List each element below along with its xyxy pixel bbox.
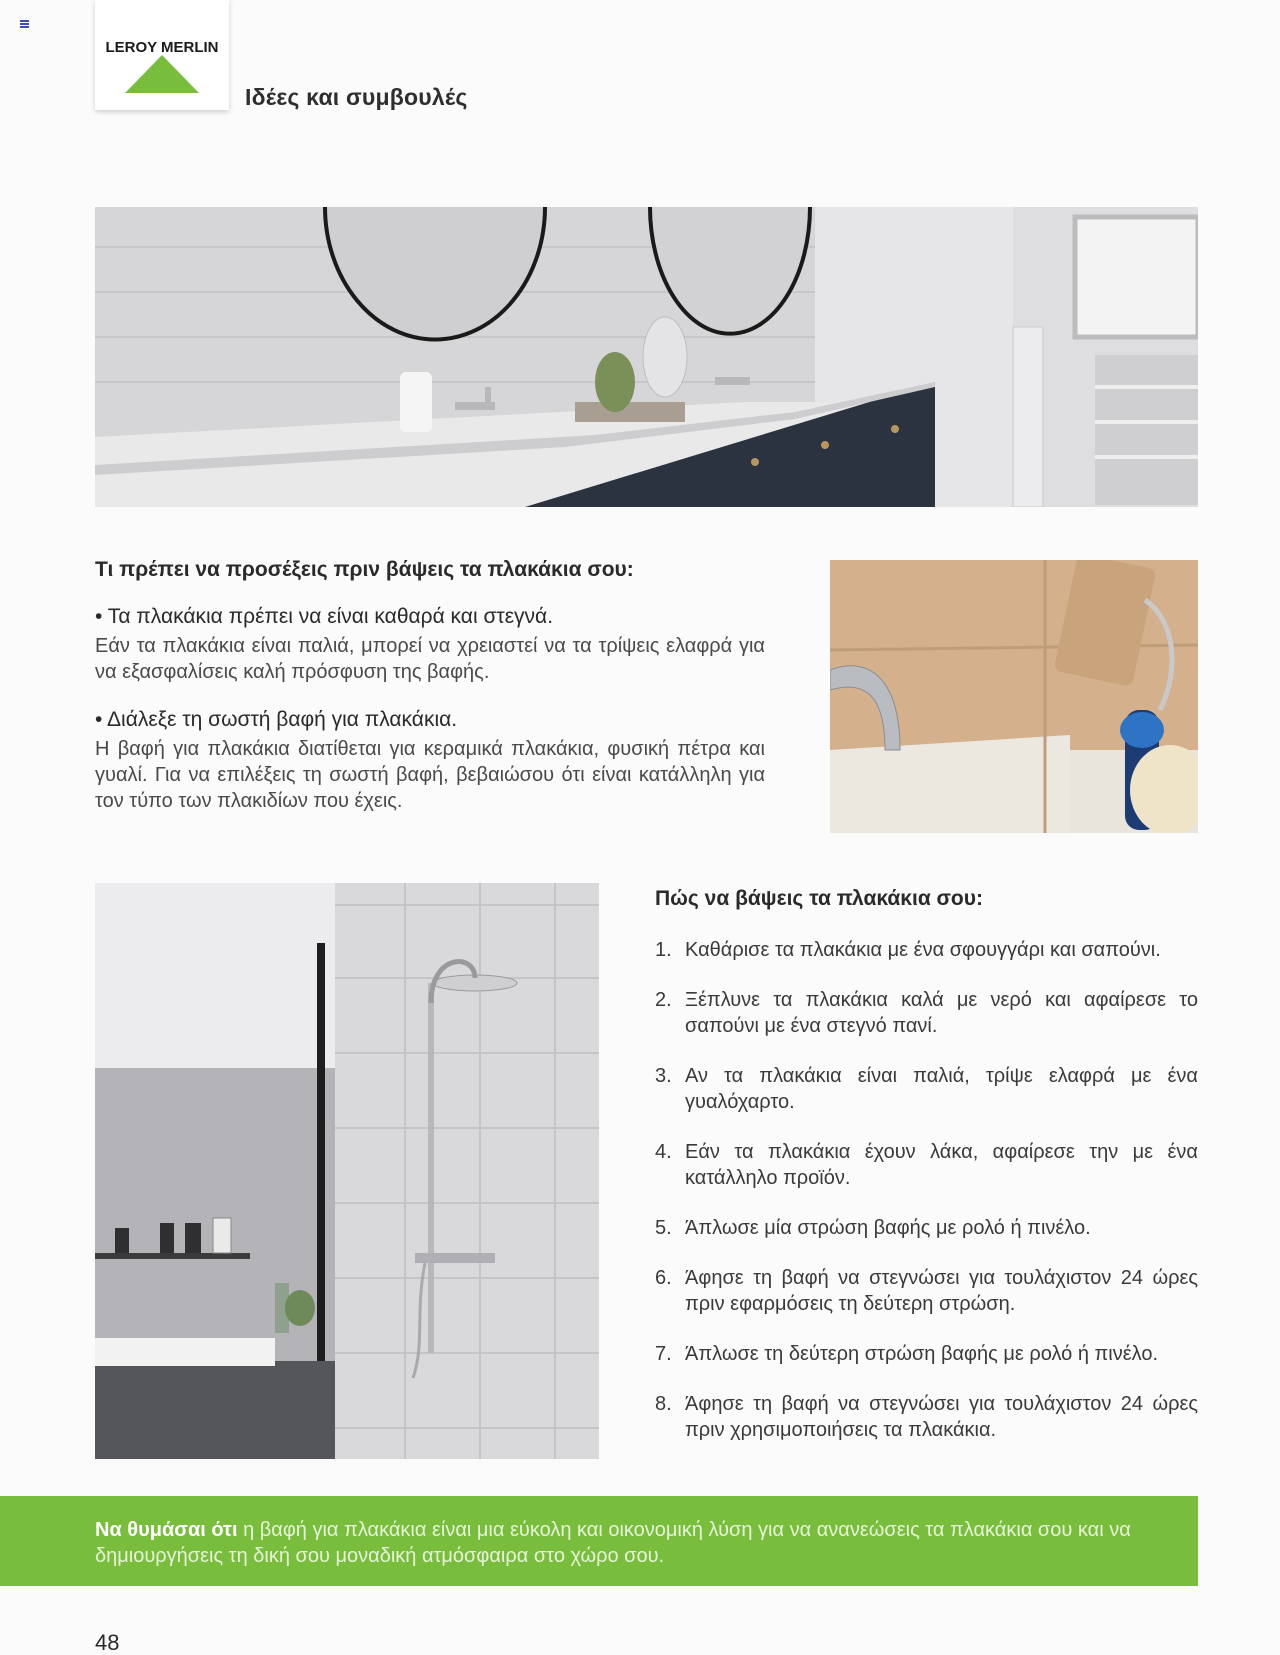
step-number: 4. — [655, 1141, 672, 1163]
step-item — [655, 937, 1198, 963]
step-item — [655, 987, 1198, 1039]
step-number: 5. — [655, 1217, 672, 1239]
preparation-item-text: Η βαφή για πλακάκια διατίθεται για κεραμικά πλακάκια, φυσική πέτρα και γυαλί. Για να επιλέξεις τη σωστή βαφή, βεβαιώσου ότι είναι κατάλληλη για τον τύπο των πλακιδίων που έχεις. — [95, 738, 765, 812]
preparation-heading: Τι πρέπει να προσέξεις πριν βάψεις τα πλακάκια σου: — [95, 558, 634, 581]
page-number: 48 — [95, 1630, 120, 1655]
preparation-item — [95, 604, 765, 685]
svg-text:LEROY MERLIN — [105, 39, 218, 56]
step-text: Εάν τα πλακάκια έχουν λάκα, αφαίρεσε την με ένα κατάλληλο προϊόν. — [685, 1141, 1198, 1189]
step-item — [655, 1391, 1198, 1443]
step-number: 8. — [655, 1393, 672, 1415]
paint-roller-photo — [830, 560, 1198, 833]
how-to-section — [655, 887, 1198, 1467]
step-text: Άφησε τη βαφή να στεγνώσει για τουλάχιστον 24 ώρες πριν εφαρμόσεις τη δεύτερη στρώση. — [685, 1267, 1198, 1315]
step-item — [655, 1139, 1198, 1191]
brand-logo-text: LEROY MERLIN — [105, 39, 219, 56]
step-text: Αν τα πλακάκια είναι παλιά, τρίψε ελαφρά με ένα γυαλόχαρτο. — [685, 1065, 1198, 1113]
step-number: 6. — [655, 1267, 672, 1289]
bathroom-vanity-photo — [95, 207, 1198, 507]
brand-logo — [95, 0, 229, 110]
preparation-item-text: Εάν τα πλακάκια είναι παλιά, μπορεί να χρειαστεί να τα τρίψεις ελαφρά για να εξασφαλίσεις καλή πρόσφυση της βαφής. — [95, 635, 765, 683]
preparation-section — [95, 558, 765, 836]
step-text: Άπλωσε μία στρώση βαφής με ρολό ή πινέλο. — [685, 1217, 1091, 1239]
step-item — [655, 1063, 1198, 1115]
step-number: 1. — [655, 939, 672, 961]
preparation-item-title: • Διάλεξε τη σωστή βαφή για πλακάκια. — [95, 708, 458, 731]
step-number: 7. — [655, 1343, 672, 1365]
steps-list — [655, 937, 1198, 1443]
page-section-title: Ιδέες και συμβουλές — [245, 84, 468, 110]
tip-label: Να θυμάσαι ότι — [95, 1519, 238, 1541]
step-item — [655, 1215, 1198, 1241]
preparation-item-title: • Τα πλακάκια πρέπει να είναι καθαρά και στεγνά. — [95, 605, 554, 628]
menu-icon[interactable] — [20, 20, 29, 28]
step-text: Άφησε τη βαφή να στεγνώσει για τουλάχιστον 24 ώρες πριν χρησιμοποιήσεις τα πλακάκια. — [685, 1393, 1198, 1441]
preparation-item — [95, 707, 765, 814]
step-item — [655, 1265, 1198, 1317]
step-text: Άπλωσε τη δεύτερη στρώση βαφής με ρολό ή πινέλο. — [685, 1343, 1159, 1365]
tip-text: η βαφή για πλακάκια είναι μια εύκολη και οικονομική λύση για να ανανεώσεις τα πλακάκια σου και να δημιουργήσεις τη δική σου μοναδική ατμόσφαιρα στο χώρο σου. — [95, 1519, 1131, 1567]
step-number: 2. — [655, 989, 672, 1011]
how-to-heading: Πώς να βάψεις τα πλακάκια σου: — [655, 887, 983, 910]
step-item — [655, 1341, 1198, 1367]
step-text: Ξέπλυνε τα πλακάκια καλά με νερό και αφαίρεσε το σαπούνι με ένα στεγνό πανί. — [685, 989, 1198, 1037]
step-text: Καθάρισε τα πλακάκια με ένα σφουγγάρι και σαπούνι. — [685, 939, 1161, 961]
step-number: 3. — [655, 1065, 672, 1087]
tip-banner — [0, 1496, 1198, 1586]
shower-bathroom-photo — [95, 883, 599, 1459]
